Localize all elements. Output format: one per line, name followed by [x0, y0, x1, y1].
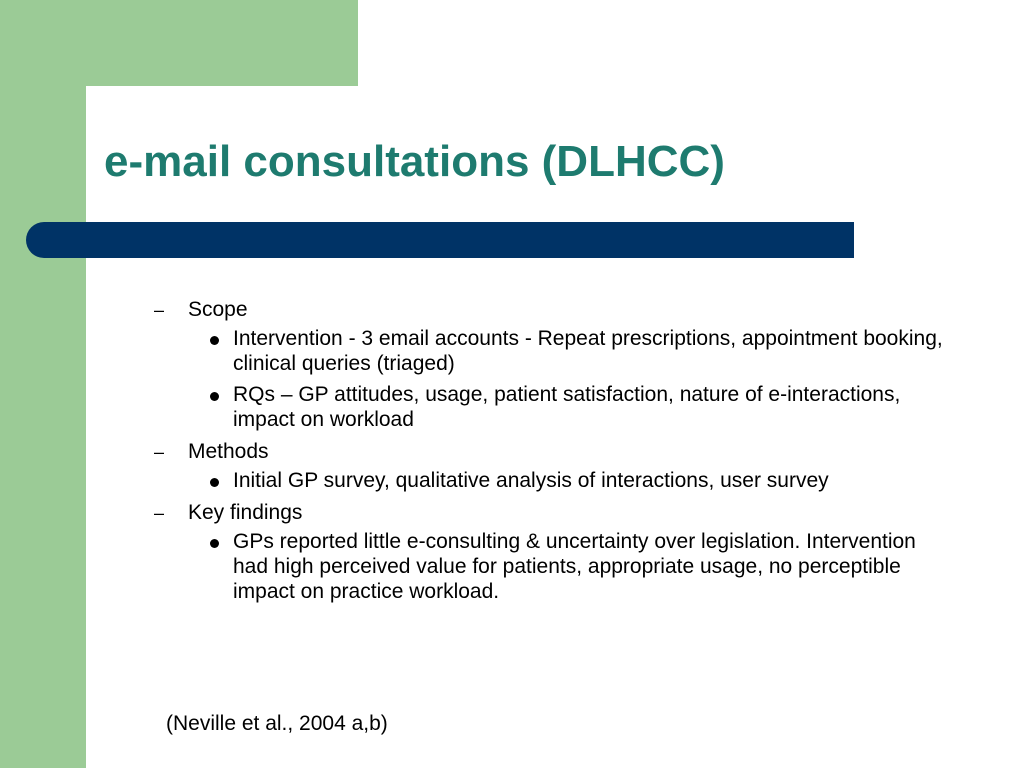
title-underline-bar — [26, 222, 854, 258]
slide-content — [150, 296, 950, 610]
bullet-icon — [210, 478, 219, 487]
sub-bullet-list — [188, 529, 950, 604]
sub-bullet-list — [188, 468, 950, 493]
section-methods — [150, 438, 950, 493]
green-top-band — [0, 0, 358, 86]
bullet-icon — [210, 539, 219, 548]
list-item — [188, 529, 953, 604]
bullet-icon — [210, 336, 219, 345]
bullet-icon — [210, 392, 219, 401]
section-list — [150, 296, 950, 604]
list-item — [188, 326, 953, 376]
list-item-text: RQs – GP attitudes, usage, patient satisfaction, nature of e-interactions, impact on workload — [233, 383, 901, 431]
list-item-text: GPs reported little e-consulting & uncertainty over legislation. Intervention had high perceived value for patients, appropriate usage, no perceptible impact on practice workload. — [233, 530, 916, 603]
sub-bullet-list — [188, 326, 950, 432]
section-label: Methods — [188, 440, 269, 463]
green-side-band — [0, 0, 86, 768]
list-item-text: Intervention - 3 email accounts - Repeat prescriptions, appointment booking, clinical queries (triaged) — [233, 327, 943, 375]
section-key-findings — [150, 499, 950, 604]
dash-icon: – — [154, 503, 165, 523]
citation: (Neville et al., 2004 a,b) — [166, 712, 388, 735]
dash-icon: – — [154, 442, 165, 462]
list-item — [188, 468, 953, 493]
slide-title: e-mail consultations (DLHCC) — [104, 137, 725, 186]
dash-icon: – — [154, 300, 165, 320]
list-item — [188, 382, 953, 432]
section-label: Scope — [188, 298, 248, 321]
section-scope — [150, 296, 950, 432]
list-item-text: Initial GP survey, qualitative analysis of interactions, user survey — [233, 469, 829, 492]
section-label: Key findings — [188, 501, 303, 524]
